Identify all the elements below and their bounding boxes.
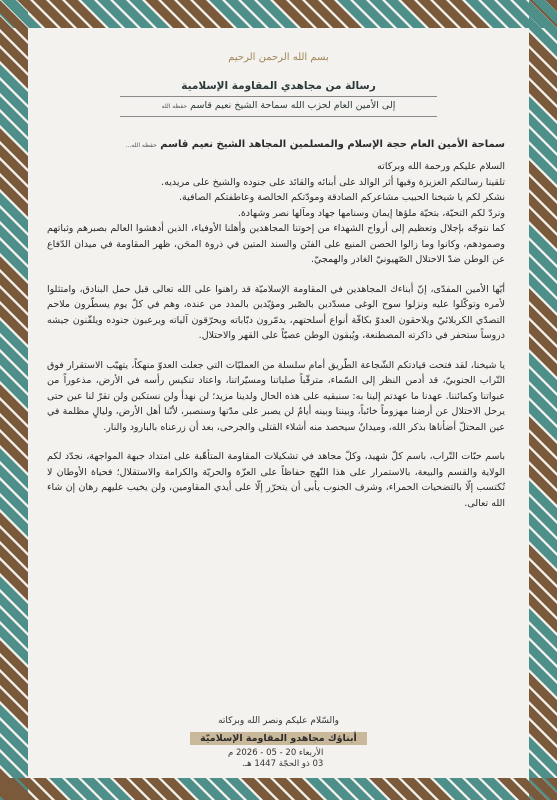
paragraph: باسم حبّات التّراب، باسم كلّ شهيد، وكلّ مجاهد في تشكيلات المقاومة المتأهّبة على امتداد جبهة المواجهة، نجدّد لكم الولاية والقسم والبيعة، بالاستمرار على هذا النّهج حفاظاً على العزّة والحريّة والكرامة والاستقلال؛ فحياة الأوطان لا تُكتسب إلّا بالتضحيات الحمراء، وشرف الجنوب يأبى أن يتحرّر إلّا على أيدي المقاومين، ولن يخيب عليهم رهان إن شاء الله تعالى. <box>47 451 505 509</box>
title-divider <box>120 96 437 97</box>
paragraph: تلقينا رسالتكم العزيزة وفيها أثر الوالد على أبنائه والقائد على جنوده والشيخ على مريديه. <box>161 176 505 188</box>
salutation-honorific: حفظه الله... <box>125 142 157 149</box>
paragraph: ونردّ لكم التحيّة، بتحيّة ملؤها إيمان وسنامها جهاد ومآلها نصر وشهادة. <box>237 207 505 219</box>
closing-block <box>0 716 557 745</box>
salutation-text: سماحة الأمين العام حجة الإسلام والمسلمين المجاهد الشيخ نعيم قاسم <box>160 139 505 150</box>
paragraph: يا شيخنا، لقد فتحت قيادتكم الشّجاعة الطّريق أمام سلسلة من العمليّات التي جعلت العدوّ منهكاً، يتهيّب الاستقرار فوق التّراب الجنوبيّ، قد أدمن النظر إلى السّماء، مترقّباً صلياتنا ومسيّراتنا، واعتاد تنكيس رأسه في الأرض، مذعوراً من عبواتنا وكمائننا. عهدنا ما عهدتم إلينا به: سنبقيه على هذه الحال ولدينا مزيد؛ لن نهدأ ولن نستكين ولن تقرّ لنا عين حتى يرحل الاحتلال عن أرضنا مهزوماً خائباً، وبيننا وبينه أيامٌ لن يصبر على مدّتها وسنصبر، لأنّنا أهل الأرض، وليالٍ مظلمة في عين المحتلّ أضأناها بذكر الله، وميدانٌ سيحصد منه أشلاء القتلى والجرحى، بعد أن زرعناه بالبارود والنار. <box>47 359 505 433</box>
date-gregorian: الأربعاء 20 - 05 - 2026 م <box>228 748 324 758</box>
letter-recipient <box>0 100 557 111</box>
salutation <box>47 138 505 153</box>
letter-body <box>47 138 505 511</box>
paragraph: كما نتوجّه بإجلال وتعظيم إلى أرواح الشهداء من إخوتنا المجاهدين وأهلنا الأوفياء، الذين أدهشوا العالم بصبرهم وثباتهم وصمودهم، وكانوا وما زالوا الحصن المنيع على الفتَن والسند المتين في ذروة المحَن، ظهر المقاومة في ميدان الدّفاع عن الوطن ضدّ الاحتلال الصّهيونيّ الغادر والهمجيّ. <box>47 223 505 265</box>
signature-box: أبناؤك مجاهدو المقاومة الإسلاميّة <box>190 732 367 745</box>
recipient-text: إلى الأمين العام لحزب الله سماحة الشيخ نعيم قاسم <box>190 100 396 111</box>
paragraph: أيّها الأمين المفدّى، إنّ أبناءك المجاهدين في المقاومة الإسلاميّة قد راهنوا على الله تعالى قبل حمل البنادق، وامتثلوا لأمره وتوكّلوا عليه ونزلوا سوح الوغى مسدّدين بالصّبر ومؤيّدين بالمدد من عنده، وهم في كلّ يوم يسطّرون ملاحم التصدّي الكربلائيّ ويلاحقون العدوّ بكافّة أنواع أسلحتهم، يدمّرون دبّاباته ويحرّقون آلياته ويرعبون جنوده ويلقّنون جيشه دروساً ستحفر في ذاكرته المصطنعة، ويُبقون الوطن عصيّاً على القهر والاحتلال. <box>47 283 505 341</box>
letter-title: رسالة من مجاهدي المقاومة الإسلامية <box>181 80 376 92</box>
paragraph-gap <box>47 435 505 449</box>
greeting: السلام عليكم ورحمة الله وبركاته <box>377 161 505 172</box>
recipient-honorific: حفظه الله <box>161 103 188 110</box>
paragraph-gap <box>47 344 505 358</box>
basmala: بسم الله الرحمن الرحيم <box>228 52 329 63</box>
paragraph-gap <box>47 268 505 282</box>
closing-line: والسّلام عليكم ونصر الله وبركاته <box>218 716 339 726</box>
date-hijri: 03 ذو الحجّة 1447 هـ. <box>241 759 324 769</box>
paragraph: نشكر لكم يا شيخنا الحبيب مشاعركم الصادقة ومودّتكم الخالصة وعاطفتكم الصافية. <box>179 192 505 203</box>
recipient-divider <box>120 116 437 117</box>
letter-date <box>228 748 323 770</box>
